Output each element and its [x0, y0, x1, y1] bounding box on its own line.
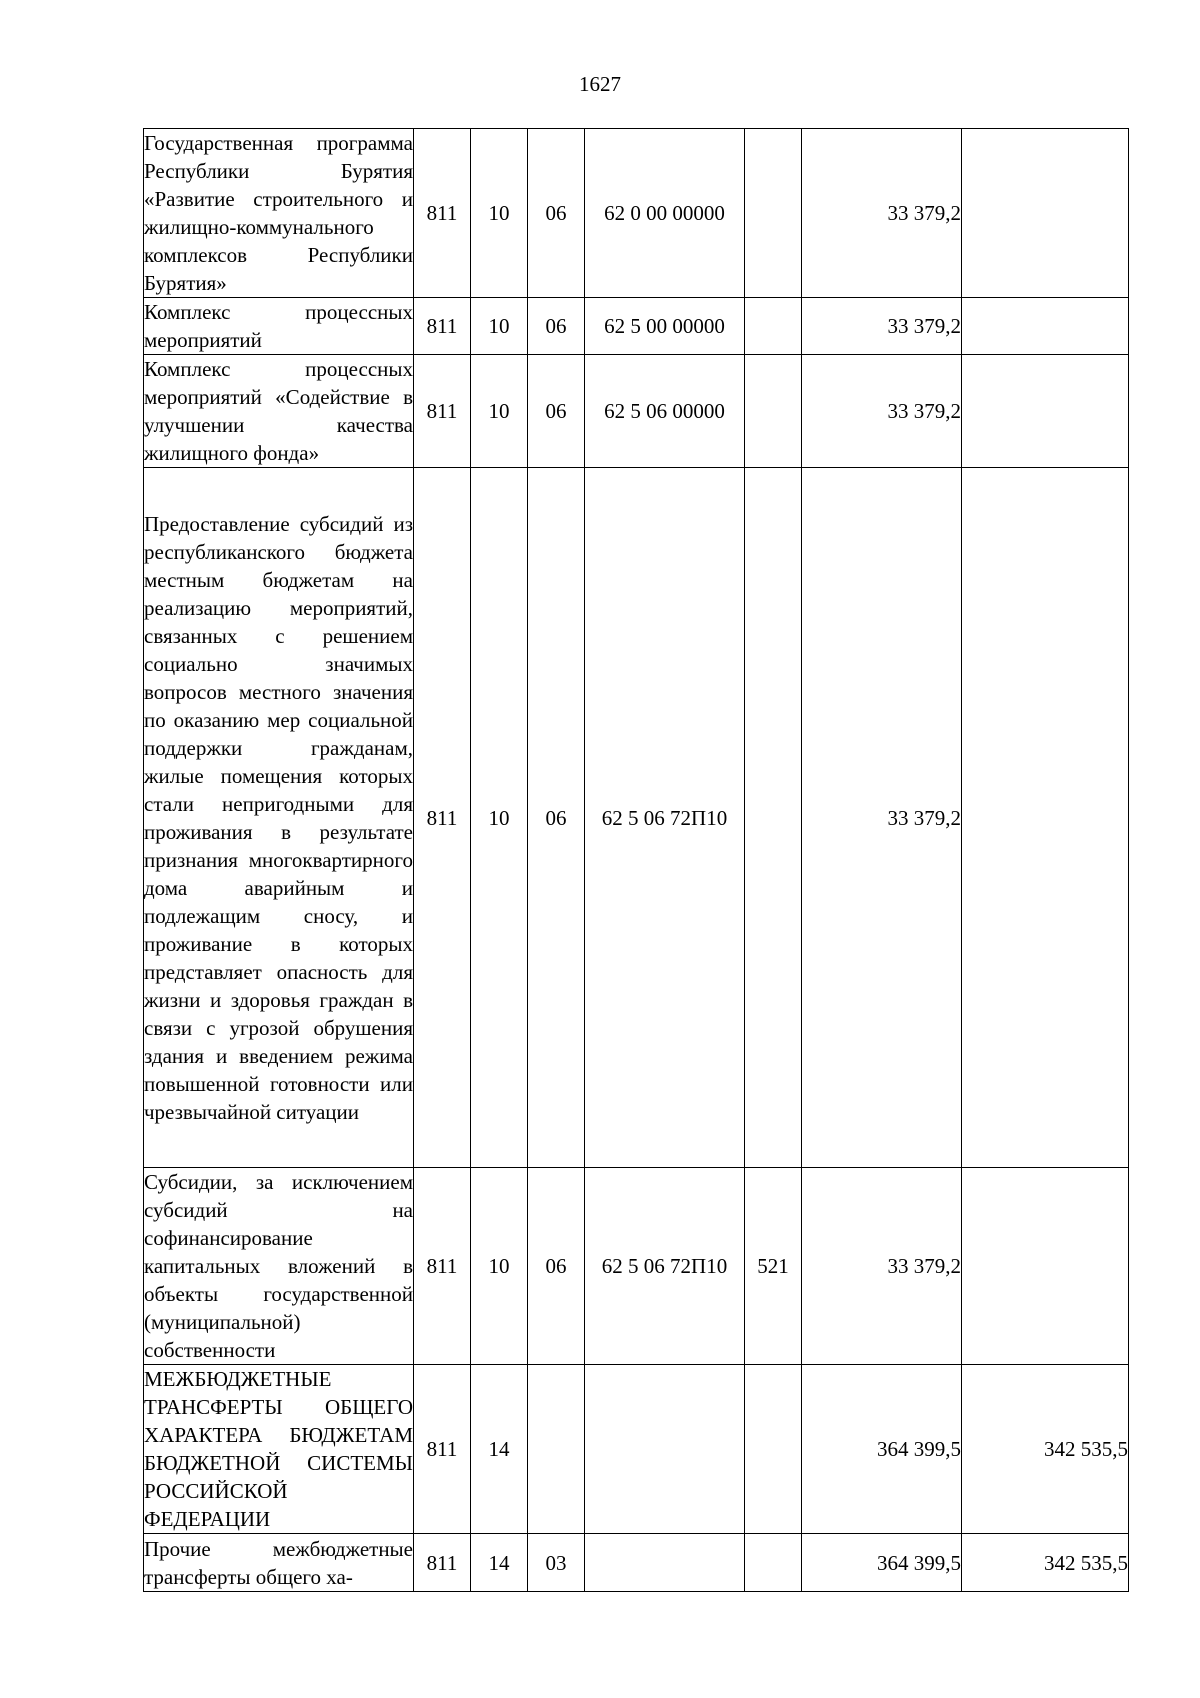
expense-type-code: [745, 1365, 802, 1534]
table-row: [144, 129, 1129, 298]
amount-1: 364 399,5: [802, 1365, 962, 1534]
subsection-code: 06: [528, 298, 585, 355]
amount-2: [962, 1168, 1129, 1365]
target-article-code: 62 5 00 00000: [585, 298, 745, 355]
table-row: [144, 298, 1129, 355]
grbs-code: 811: [414, 298, 471, 355]
amount-1: 33 379,2: [802, 355, 962, 468]
target-article-code: 62 5 06 72П10: [585, 1168, 745, 1365]
table-row: [144, 1365, 1129, 1534]
row-name: Субсидии, за исключением субсидий на софинансирование капитальных вложений в объекты государственной (муниципальной) собственности: [144, 1168, 414, 1365]
section-code: 10: [471, 468, 528, 1168]
table-row: [144, 1168, 1129, 1365]
table-row: [144, 355, 1129, 468]
subsection-code: 06: [528, 129, 585, 298]
grbs-code: 811: [414, 129, 471, 298]
row-name: Предоставление субсидий из республиканского бюджета местным бюджетам на реализацию мероприятий, связанных с решением социально значимых вопросов местного значения по оказанию мер социальной поддержки гражданам, жилые помещения которых стали непригодными для проживания в результате признания многоквартирного дома аварийным и подлежащим сносу, и проживание в которых представляет опасность для жизни и здоровья граждан в связи с угрозой обрушения здания и введением режима повышенной готовности или чрезвычайной ситуации: [144, 468, 414, 1168]
expense-type-code: 521: [745, 1168, 802, 1365]
target-article-code: 62 5 06 00000: [585, 355, 745, 468]
grbs-code: 811: [414, 1168, 471, 1365]
section-code: 14: [471, 1365, 528, 1534]
row-name: Комплекс процессных мероприятий «Содействие в улучшении качества жилищного фонда»: [144, 355, 414, 468]
expense-type-code: [745, 468, 802, 1168]
section-code: 10: [471, 298, 528, 355]
row-name: Комплекс процессных мероприятий: [144, 298, 414, 355]
grbs-code: 811: [414, 468, 471, 1168]
amount-2: 342 535,5: [962, 1365, 1129, 1534]
table-row: [144, 468, 1129, 1168]
grbs-code: 811: [414, 1534, 471, 1592]
page-number: 1627: [579, 72, 621, 96]
amount-1: 364 399,5: [802, 1534, 962, 1592]
grbs-code: 811: [414, 355, 471, 468]
amount-2: [962, 355, 1129, 468]
expense-type-code: [745, 355, 802, 468]
section-code: 14: [471, 1534, 528, 1592]
expense-type-code: [745, 129, 802, 298]
amount-1: 33 379,2: [802, 468, 962, 1168]
row-name: Прочие межбюджетные трансферты общего ха-: [144, 1534, 414, 1592]
target-article-code: 62 5 06 72П10: [585, 468, 745, 1168]
expense-type-code: [745, 298, 802, 355]
amount-1: 33 379,2: [802, 129, 962, 298]
amount-1: 33 379,2: [802, 1168, 962, 1365]
amount-2: [962, 468, 1129, 1168]
budget-table: [143, 128, 1129, 1592]
target-article-code: [585, 1365, 745, 1534]
row-name: МЕЖБЮДЖЕТНЫЕ ТРАНСФЕРТЫ ОБЩЕГО ХАРАКТЕРА БЮДЖЕТАМ БЮДЖЕТНОЙ СИСТЕМЫ РОССИЙСКОЙ ФЕДЕРАЦИИ: [144, 1365, 414, 1534]
target-article-code: [585, 1534, 745, 1592]
section-code: 10: [471, 1168, 528, 1365]
section-code: 10: [471, 129, 528, 298]
section-code: 10: [471, 355, 528, 468]
amount-2: [962, 129, 1129, 298]
subsection-code: [528, 1365, 585, 1534]
grbs-code: 811: [414, 1365, 471, 1534]
row-name: Государственная программа Республики Бурятия «Развитие строительного и жилищно-коммунального комплексов Республики Бурятия»: [144, 129, 414, 298]
subsection-code: 06: [528, 355, 585, 468]
subsection-code: 03: [528, 1534, 585, 1592]
amount-2: [962, 298, 1129, 355]
table-row: [144, 1534, 1129, 1592]
subsection-code: 06: [528, 1168, 585, 1365]
amount-2: 342 535,5: [962, 1534, 1129, 1592]
subsection-code: 06: [528, 468, 585, 1168]
expense-type-code: [745, 1534, 802, 1592]
amount-1: 33 379,2: [802, 298, 962, 355]
target-article-code: 62 0 00 00000: [585, 129, 745, 298]
